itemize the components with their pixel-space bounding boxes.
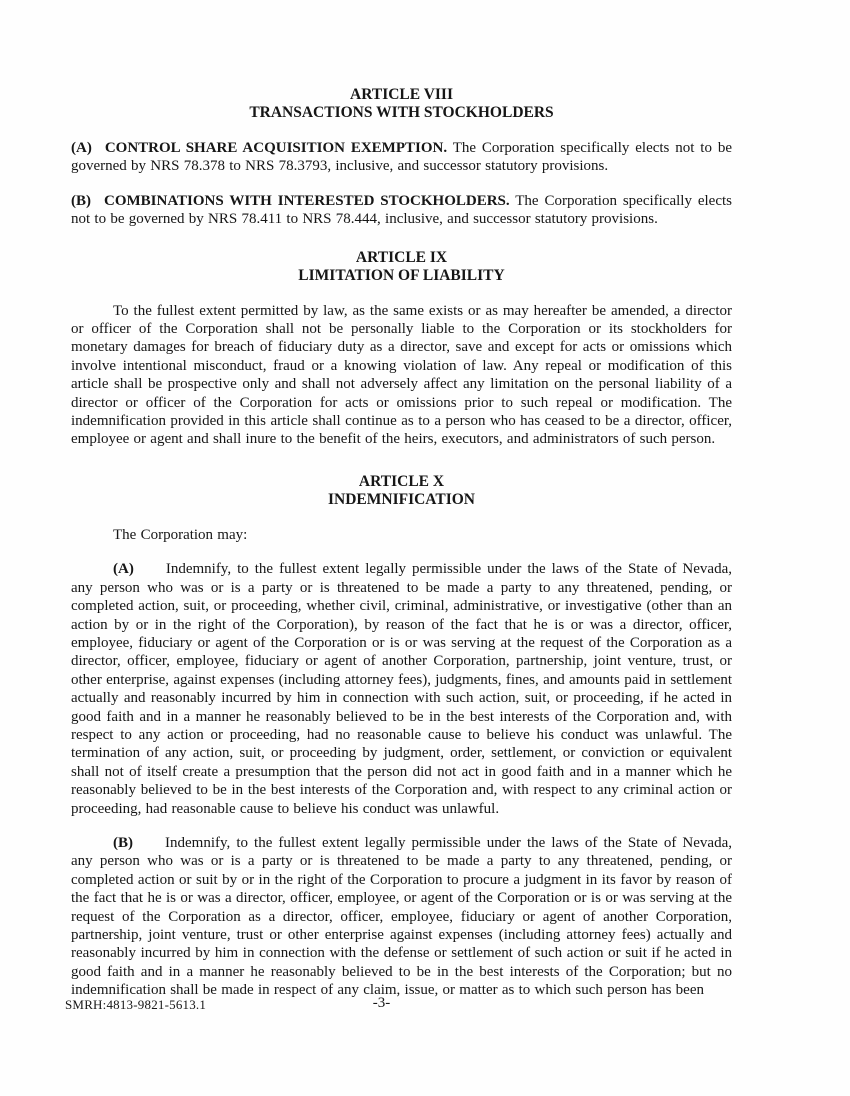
article-ix-body: To the fullest extent permitted by law, as the same exists or as may hereafter be amended, a director or officer of the Corporation shall not be personally liable to the Corporation or its stockholders for monetary damages for breach of fiduciary duty as a director, save and except for acts or omissions which involve intentional misconduct, fraud or a knowing violation of law. Any repeal or modification of this article shall be prospective only and shall not adversely affect any limitation on the personal liability of a director or officer of the Corporation for acts or omissions prior to such repeal or modification. The indemnification provided in this article shall continue as to a person who has ceased to be a director, officer, employee or agent and shall inure to the benefit of the heirs, executors, and administrators of such person. [71, 302, 732, 448]
article-viii-title: ARTICLE VIII [350, 86, 453, 103]
paragraph-b-text: Indemnify, to the fullest extent legally permissible under the laws of the State of Nevada, any person who was or is a party or is threatened to be made a party to any threatened, pending, or completed action or suit by or in the right of the Corporation to procure a judgment in its favor by reason of the fact that he is or was a director, officer, employee, or agent of the Corporation or is or was serving at the request of the Corporation as a director, officer, employee, fiduciary or agent of another Corporation, partnership, joint venture, trust or other enterprise against expenses (including attorney fees) actually and reasonably incurred by him in connection with the defense or settlement of such action or suit if he acted in good faith and in a manner he reasonably believed to be in the best interests of the Corporation; but no indemnification shall be made in respect of any claim, issue, or matter as to which such person has been [71, 834, 732, 999]
article-x-intro: The Corporation may: [113, 526, 248, 543]
page-number: -3- [372, 995, 391, 1011]
article-viii-subtitle: TRANSACTIONS WITH STOCKHOLDERS [249, 104, 554, 121]
paragraph-b-lead: COMBINATIONS WITH INTERESTED STOCKHOLDERS. [104, 192, 510, 209]
document-reference-number: SMRH:4813-9821-5613.1 [65, 997, 207, 1012]
article-x-paragraph-b [71, 834, 732, 1000]
paragraph-b-text: The Corporation specifically elects not to be governed by NRS 78.411 to NRS 78.444, inclusive, and successor statutory provisions. [71, 192, 732, 228]
article-viii-paragraph-b [71, 192, 732, 229]
document-content [71, 86, 732, 1000]
paragraph-a-label: (A) [71, 140, 92, 156]
article-x-paragraph-a [71, 560, 732, 818]
paragraph-b-label: (B) [71, 192, 91, 209]
paragraph-a-lead: CONTROL SHARE ACQUISITION EXEMPTION. [104, 140, 448, 156]
article-x-title: ARTICLE X [358, 472, 445, 490]
article-x-subtitle: INDEMNIFICATION [328, 490, 475, 508]
paragraph-a-label: (A) [113, 561, 134, 578]
paragraph-a-text: Indemnify, to the fullest extent legally permissible under the laws of the State of Nevada, any person who was or is a party or is threatened to be made a party to any threatened, pending, or completed action, suit, or proceeding, whether civil, criminal, administrative, or investigative (other than an action by or in the right of the Corporation), by reason of the fact that he is or was a director, officer, employee, fiduciary or agent of the Corporation or is or was serving at the request of the Corporation as a director, officer, employee, fiduciary or agent of another Corporation, partnership, joint venture, trust, or other enterprise, against expenses (including attorney fees), judgments, fines, and amounts paid in settlement actually and reasonably incurred by him in connection with such action, suit, or proceeding, if he acted in good faith and in a manner he reasonably believed to be in the best interests of the Corporation and, with respect to any action or proceeding, had no reasonable cause to believe his conduct was unlawful. The termination of any action, suit, or proceeding by judgment, order, settlement, or conviction or equivalent shall not of itself create a presumption that the person did not act in good faith and in a manner which he reasonably believed to be in the best interests of the Corporation and, with respect to any criminal action or proceeding, had reasonable cause to believe his conduct was unlawful. [71, 561, 732, 817]
article-ix-title: ARTICLE IX [355, 248, 448, 266]
article-ix-subtitle: LIMITATION OF LIABILITY [298, 266, 505, 284]
paragraph-a-text: The Corporation specifically elects not to be governed by NRS 78.378 to NRS 78.3793, inclusive, and successor statutory provisions. [71, 140, 732, 175]
article-viii-paragraph-a [71, 139, 732, 176]
paragraph-b-label: (B) [113, 834, 133, 851]
page-footer [65, 995, 732, 1013]
